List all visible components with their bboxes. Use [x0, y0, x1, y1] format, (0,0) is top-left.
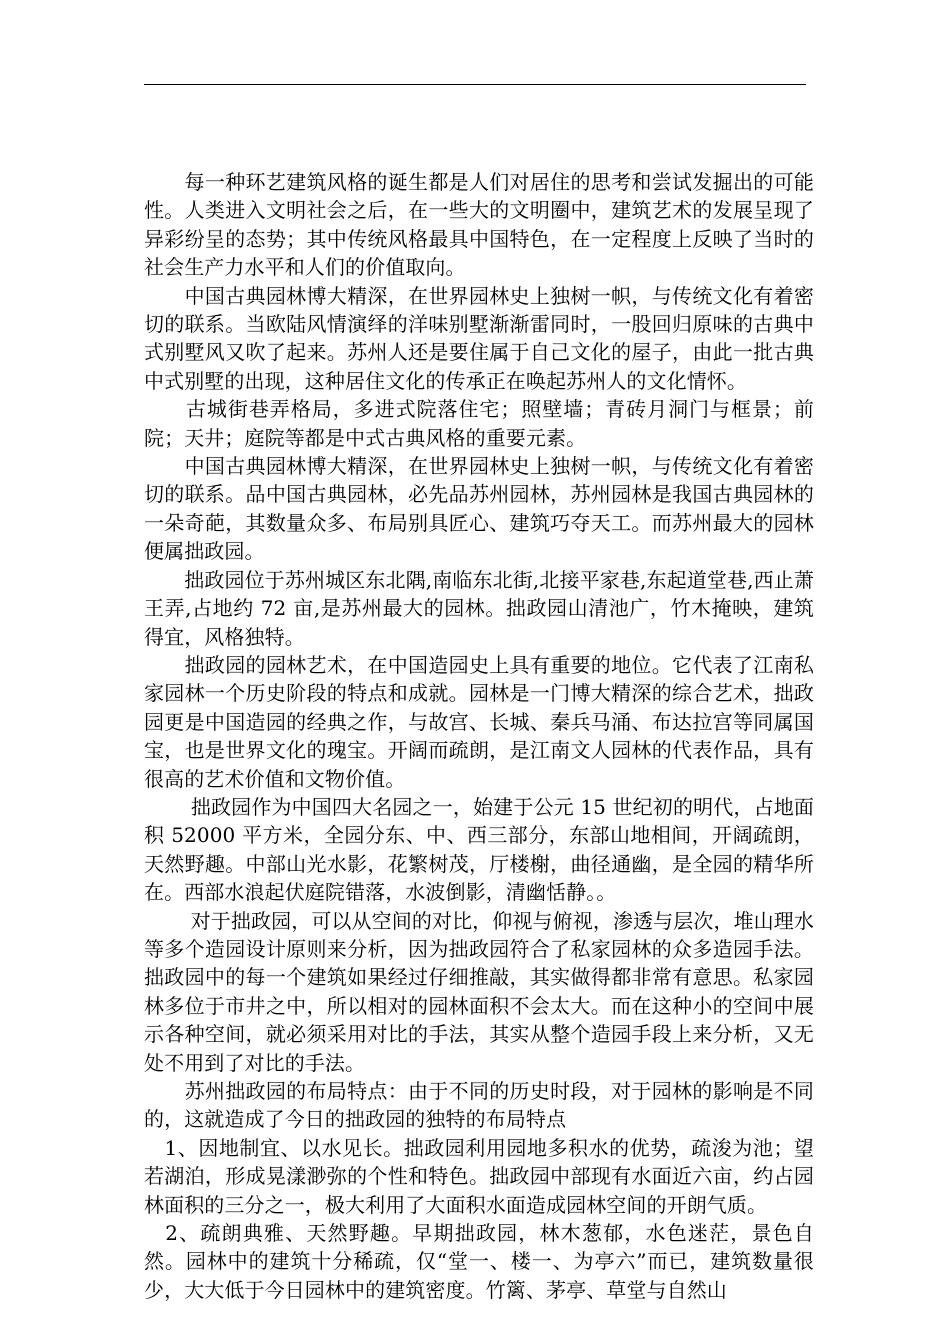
paragraph-intro: 每一种环艺建筑风格的诞生都是人们对居住的思考和尝试发掘出的可能性。人类进入文明社会之后，在一些大的文明圈中，建筑艺术的发展呈现了异彩纷呈的态势；其中传统风格最具中国特色，在一定程度上反映了当时的社会生产力水平和人们的价值取向。: [144, 170, 814, 280]
paragraph-design-contrast: 对于拙政园，可以从空间的对比，仰视与俯视，渗透与层次，堆山理水等多个造园设计原则来分析，因为拙政园符合了私家园林的众多造园手法。拙政园中的每一个建筑如果经过仔细推敲，其实做得都非常有意思。私家园林多位于市井之中，所以相对的园林面积不会太大。而在这种小的空间中展示各种空间，就必须采用对比的手法，其实从整个造园手段上来分析，又无处不用到了对比的手法。: [144, 908, 814, 1075]
list-item-feature-2: 2、疏朗典雅、天然野趣。早期拙政园，林木葱郁，水色迷茫，景色自然。园林中的建筑十分稀疏，仅“堂一、楼一、为亭六”而已，建筑数量很少，大大低于今日园林中的建筑密度。竹篱、茅亭、草堂与自然山: [144, 1221, 814, 1302]
paragraph-layout-features-intro: 苏州拙政园的布局特点：由于不同的历史时段，对于园林的影响是不同的，这就造成了今日的拙政园的独特的布局特点: [144, 1079, 814, 1132]
paragraph-suzhou-gardens: 中国古典园林博大精深，在世界园林史上独树一帜，与传统文化有着密切的联系。品中国古典园林，必先品苏州园林，苏州园林是我国古典园林的一朵奇葩，其数量众多、布局别具匠心、建筑巧夺天工。而苏州最大的园林便属拙政园。: [144, 454, 814, 564]
paragraph-classical-garden-culture: 中国古典园林博大精深，在世界园林史上独树一帜，与传统文化有着密切的联系。当欧陆风情演绎的洋味别墅渐渐雷同时，一股回归原味的古典中式别墅风又吹了起来。苏州人还是要住属于自己文化的屋子，由此一批古典中式别墅的出现，这种居住文化的传承正在唤起苏州人的文化情怀。: [144, 283, 814, 393]
document-body: [144, 168, 814, 1304]
paragraph-chinese-style-elements: 古城街巷弄格局，多进式院落住宅；照壁墙；青砖月洞门与框景；前院；天井；庭院等都是中式古典风格的重要元素。: [144, 397, 814, 450]
paragraph-humble-administrator-location: 拙政园位于苏州城区东北隅,南临东北街,北接平家巷,东起道堂巷,西止萧王弄,占地约 72 亩,是苏州最大的园林。拙政园山清池广，竹木掩映，建筑得宜，风格独特。: [144, 567, 814, 649]
list-item-feature-1: 1、因地制宜、以水见长。拙政园利用园地多积水的优势，疏浚为池；望若湖泊，形成晃漾渺弥的个性和特色。拙政园中部现有水面近六亩，约占园林面积的三分之一，极大利用了大面积水面造成园林空间的开朗气质。: [144, 1135, 814, 1217]
paragraph-garden-art-status: 拙政园的园林艺术，在中国造园史上具有重要的地位。它代表了江南私家园林一个历史阶段的特点和成就。园林是一门博大精深的综合艺术，拙政园更是中国造园的经典之作，与故宫、长城、秦兵马涌、布达拉宫等同属国宝，也是世界文化的瑰宝。开阔而疏朗，是江南文人园林的代表作品，具有很高的艺术价值和文物价值。: [144, 652, 814, 791]
header-rule: [144, 84, 806, 85]
paragraph-history-and-layout: 拙政园作为中国四大名园之一，始建于公元 15 世纪初的明代，占地面积 52000 平方米，全园分东、中、西三部分，东部山地相间，开阔疏朗，天然野趣。中部山光水影，花繁树茂，厅楼榭，曲径通幽，是全园的精华所在。西部水浪起伏庭院错落，水波倒影，清幽恬静。。: [144, 794, 814, 905]
